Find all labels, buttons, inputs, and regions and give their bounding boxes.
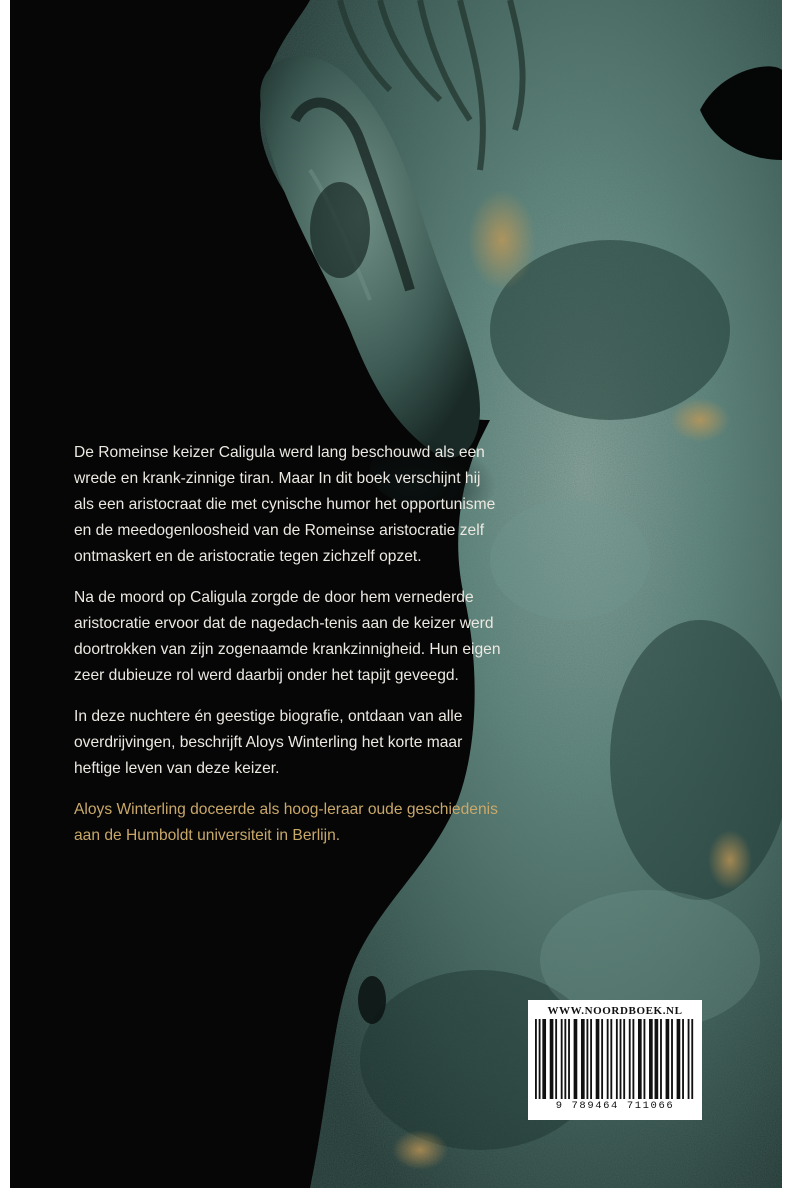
barcode-bar bbox=[660, 1019, 662, 1099]
barcode-bar bbox=[590, 1019, 592, 1099]
author-bio: Aloys Winterling doceerde als hoog-leraar oude geschiedenis aan de Humboldt universiteit in Berlijn. bbox=[74, 801, 498, 844]
barcode-bar bbox=[620, 1019, 622, 1099]
barcode-bar bbox=[682, 1019, 684, 1099]
blurb-paragraph-2: Na de moord op Caligula zorgde de door hem vernederde aristocratie ervoor dat de nagedach-tenis aan de keizer werd doortrokken van zijn zogenaamde krankzinnigheid. Hun eigen zeer dubieuze rol werd daarbij onder het tapijt geveegd. bbox=[74, 589, 501, 684]
neck-hole bbox=[358, 976, 386, 1024]
barcode-bar bbox=[561, 1019, 563, 1099]
barcode-bar bbox=[649, 1019, 653, 1099]
barcode-bar bbox=[568, 1019, 570, 1099]
barcode-bar bbox=[638, 1019, 642, 1099]
barcode-bar bbox=[688, 1019, 690, 1099]
barcode-bar bbox=[616, 1019, 618, 1099]
barcode-bar bbox=[542, 1019, 546, 1099]
back-cover-blurb bbox=[74, 440, 504, 864]
barcode-bar bbox=[666, 1019, 670, 1099]
barcode-bar bbox=[586, 1019, 588, 1099]
barcode-bar bbox=[632, 1019, 634, 1099]
isbn-digits: 9 789464 711066 bbox=[555, 1100, 675, 1112]
barcode-bar bbox=[564, 1019, 566, 1099]
barcode-bar bbox=[574, 1019, 578, 1099]
barcode-bar bbox=[607, 1019, 609, 1099]
blurb-paragraph-3: In deze nuchtere én geestige biografie, ontdaan van alle overdrijvingen, beschrijft Aloys Winterling het korte maar heftige leven van deze keizer. bbox=[74, 708, 463, 777]
barcode-bar bbox=[550, 1019, 554, 1099]
blurb-paragraph-1: De Romeinse keizer Caligula werd lang beschouwd als een wrede en krank-zinnige tiran. Maar In dit boek verschijnt hij als een aristocraat die met cynische humor het opportunisme en de meedogenloosheid van de Romeinse aristocratie zelf ontmaskert en de aristocratie tegen zichzelf opzet. bbox=[74, 444, 496, 565]
barcode-bar bbox=[555, 1019, 557, 1099]
publisher-url: WWW.NOORDBOEK.NL bbox=[547, 1005, 683, 1017]
barcode-bar bbox=[535, 1019, 537, 1099]
barcode-bar bbox=[610, 1019, 612, 1099]
barcode-bar bbox=[671, 1019, 673, 1099]
barcode-bar bbox=[623, 1019, 625, 1099]
barcode-bar bbox=[655, 1019, 659, 1099]
barcode-bar bbox=[601, 1019, 603, 1099]
barcode-bar bbox=[691, 1019, 693, 1099]
barcode-bar bbox=[581, 1019, 585, 1099]
back-cover bbox=[10, 0, 782, 1188]
barcode-bar bbox=[629, 1019, 631, 1099]
isbn-barcode bbox=[528, 1000, 702, 1120]
barcode-bar bbox=[596, 1019, 600, 1099]
barcode-bar bbox=[644, 1019, 646, 1099]
barcode-bar bbox=[539, 1019, 541, 1099]
barcode-bar bbox=[677, 1019, 681, 1099]
barcode-bars bbox=[533, 1019, 697, 1099]
